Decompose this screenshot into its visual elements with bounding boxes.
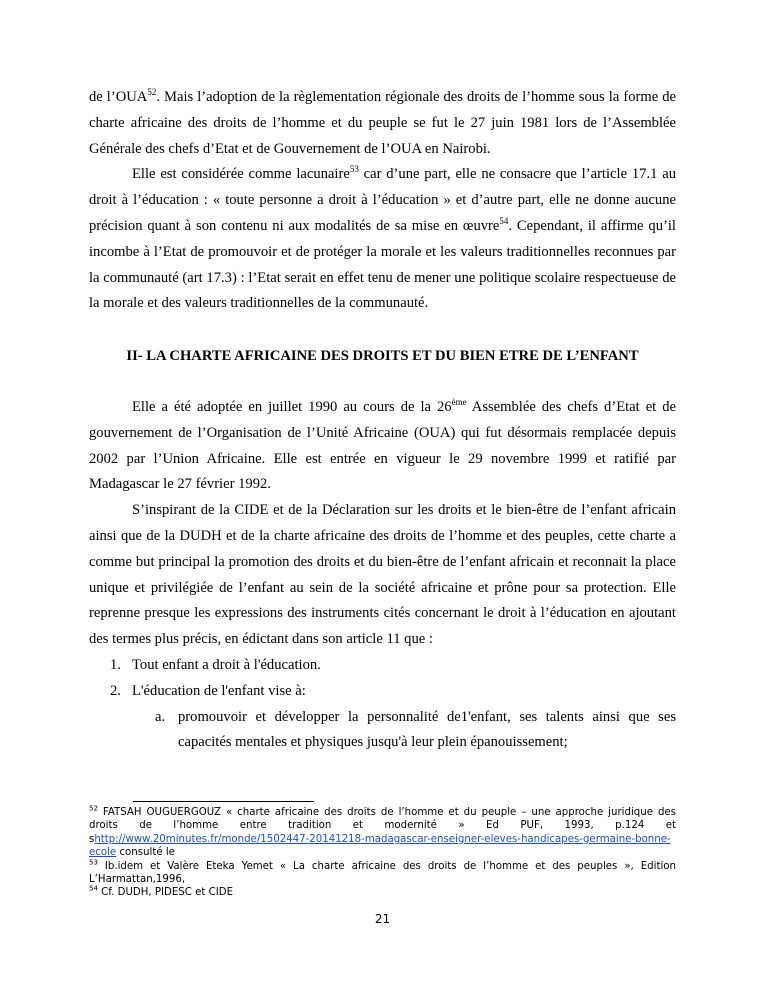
- footnote-54: $^{54}$ Cf. DUDH, PIDESC et CIDE: [89, 885, 234, 899]
- footnotes: [89, 806, 676, 900]
- footnote-ref-53: 53: [349, 164, 359, 175]
- sub-list-item: [89, 705, 676, 757]
- list-item-text: Tout enfant a droit à l'éducation.: [132, 656, 321, 673]
- list-number: 1.: [110, 656, 121, 673]
- section-heading: II- LA CHARTE AFRICAINE DES DROITS ET DU BIEN ETRE DE L’ENFANT: [126, 348, 639, 364]
- list-item: [89, 653, 676, 679]
- superscript-eme: ème: [451, 397, 467, 408]
- body-lower: [89, 395, 676, 756]
- sub-list-item-text: promouvoir et développer la personnalité de1'enfant, ses talents ainsi que ses capacités mentales et physiques jusqu'à leur plein épanouissement;: [178, 708, 676, 751]
- footnote-ref-52: 52: [147, 87, 157, 98]
- footnote-52: $^{52}$ FATSAH OUGUERGOUZ « charte africaine des droits de l’homme et du peuple – une approche juridique des droits de l’homme entre tradition et modernité » Ed PUF, 1993, p.124 et shttp://www.20minutes.fr/monde/1502447-20141218-madagascar-enseigner-eleves-handicapes-germaine-bonne-ecole consulté le: [89, 804, 676, 859]
- body-upper: [89, 85, 676, 317]
- footnote-separator: [133, 801, 314, 802]
- list-item: [89, 679, 676, 705]
- footnote-ref-54: 54: [499, 216, 509, 227]
- paragraph-oua-adoption: de l’OUA$^{52}$. Mais l’adoption de la règlementation régionale des droits de l’homme sous la forme de charte africaine des droits de l’homme et du peuple se fut le 27 juin 1981 lors de l’Assemblée Générale des chefs d’Etat et de Gouvernement de l’OUA en Nairobi.: [89, 87, 676, 157]
- list-item-text: L'éducation de l'enfant vise à:: [132, 682, 306, 699]
- footnote-53: $^{53}$ Ib.idem et Valère Eteka Yemet « La charte africaine des droits de l’homme et des peuples », Edition L’Harmattan,1996,: [89, 858, 676, 886]
- article-11-list: [89, 653, 676, 756]
- footnote-link[interactable]: http://www.20minutes.fr/monde/1502447-20141218-madagascar-enseigner-eleves-handicapes-germaine-bonne-ecole: [89, 833, 671, 859]
- page-number: 21: [374, 912, 391, 926]
- list-number: 2.: [110, 682, 121, 699]
- paragraph-adoption-1990: Elle a été adoptée en juillet 1990 au cours de la 26ème Assemblée des chefs d’Etat et de gouvernement de l’Organisation de l’Unité Africaine (OUA) qui fut désormais remplacée depuis 2002 par l’Union Africaine. Elle est entrée en vigueur le 29 novembre 1999 et ratifié par Madagascar le 27 février 1992.: [89, 397, 676, 493]
- paragraph-inspiration: S’inspirant de la CIDE et de la Déclaration sur les droits et le bien-être de l’enfant africain ainsi que de la DUDH et de la charte africaine des droits de l’homme et des peuples, cette charte a comme but principal la promotion des droits et du bien-être de l’enfant africain et reconnait la place unique et privilégiée de l’enfant au sein de la société africaine et prône pour sa protection. Elle reprenne presque les expressions des instruments cités concernant le droit à l’éducation en ajoutant des termes plus précis, en édictant dans son article 11 que :: [89, 502, 676, 648]
- paragraph-lacunaire: Elle est considérée comme lacunaire$^{53}$ car d’une part, elle ne consacre que l’article 17.1 au droit à l’éducation : « toute personne a droit à l’éducation » et d’autre part, elle ne donne aucune précision quant à son contenu ni aux modalités de sa mise en œuvre$^{54}$. Cependant, il affirme qu’il incombe à l’Etat de promouvoir et de protéger la morale et les valeurs traditionnelles reconnues par la communauté (art 17.3) : l’Etat serait en effet tenu de mener une politique scolaire respectueuse de la morale et des valeurs traditionnelles de la communauté.: [89, 164, 676, 312]
- sub-list-letter: a.: [155, 708, 166, 725]
